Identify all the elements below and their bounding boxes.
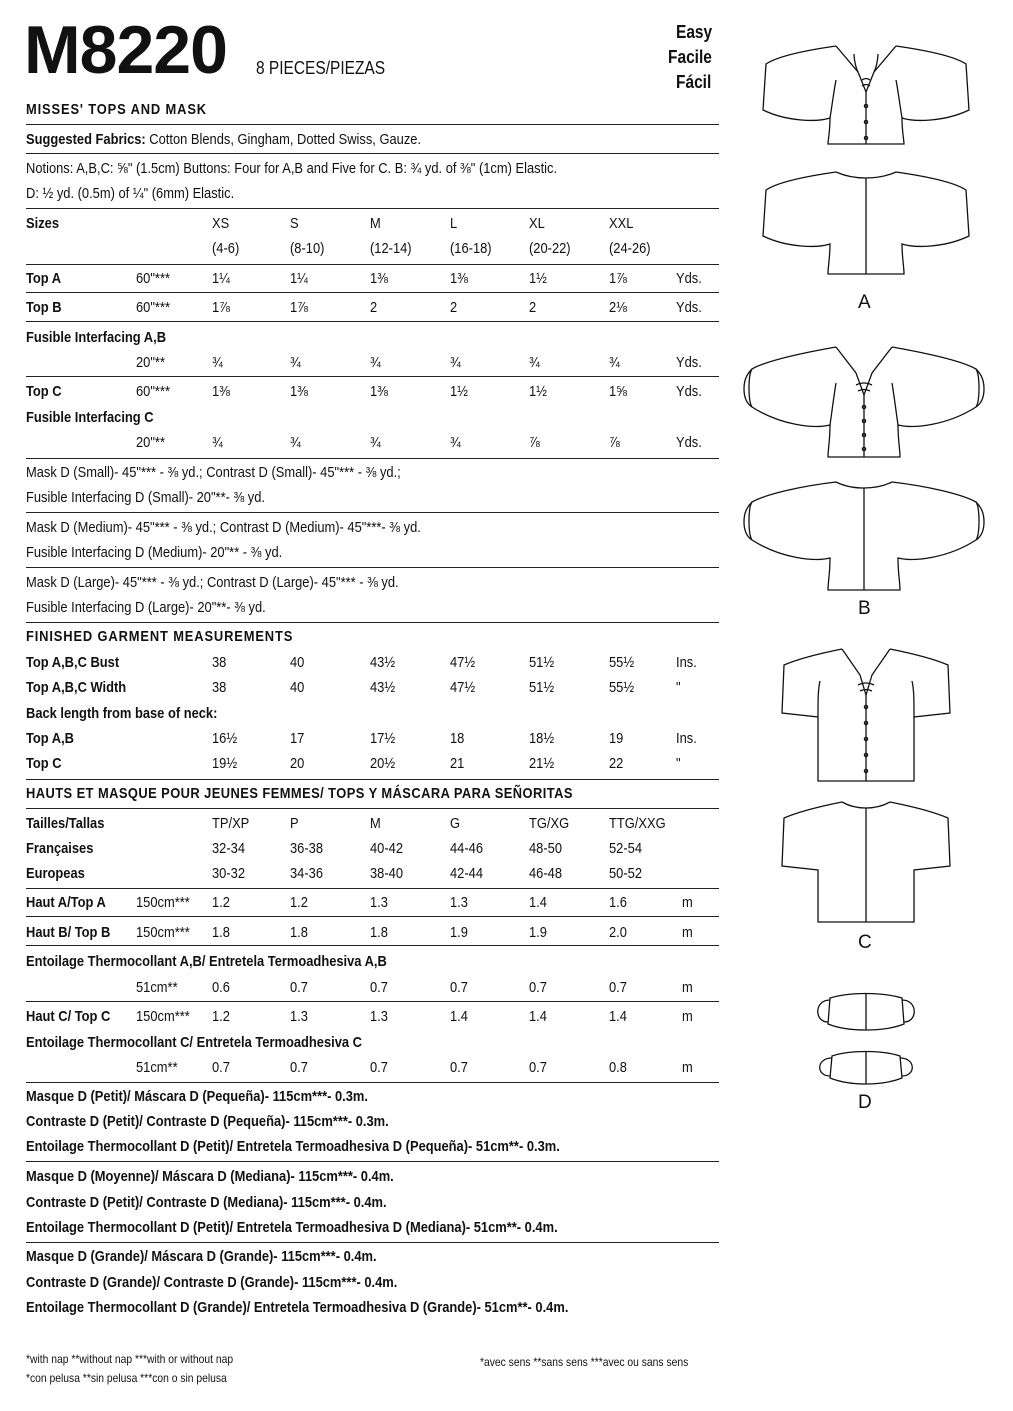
metric-value: 0.7 <box>450 1059 468 1076</box>
mask-yardage-line: Mask D (Medium)- 45"*** - ⅜ yd.; Contrast D (Medium)- 45"***- ⅜ yd. <box>26 519 421 536</box>
metric-row-label: Entoilage Thermocollant A,B/ Entretela Termoadhesiva A,B <box>26 953 387 970</box>
finished-value: 51½ <box>529 679 555 696</box>
fabric-width: 20"** <box>136 354 165 371</box>
metric-value: 1.2 <box>290 894 308 911</box>
yardage-value: ¾ <box>370 434 381 451</box>
divider <box>26 622 719 623</box>
metric-mask-line: Entoilage Thermocollant D (Petit)/ Entretela Termoadhesiva D (Mediana)- 51cm**- 0.4m. <box>26 1219 558 1236</box>
metric-value: 1.8 <box>212 924 230 941</box>
size-range: (12-14) <box>370 240 412 257</box>
yardage-value: ¾ <box>529 354 540 371</box>
finished-value: 18½ <box>529 730 555 747</box>
yardage-value: ¾ <box>212 354 223 371</box>
metric-value: 0.7 <box>370 1059 388 1076</box>
yardage-row-label: Fusible Interfacing A,B <box>26 329 167 346</box>
size-range: (24-26) <box>609 240 651 257</box>
divider <box>26 512 719 513</box>
yardage-value: ⅞ <box>609 434 620 451</box>
divider <box>26 292 719 293</box>
finished-value: 19 <box>609 730 624 747</box>
yardage-value: 1⅞ <box>290 299 308 316</box>
yardage-value: ¾ <box>609 354 620 371</box>
view-a-front-drawing <box>758 40 973 150</box>
metric-size-value: 40-42 <box>370 840 404 857</box>
divider <box>26 1161 719 1162</box>
fabric-width: 20"** <box>136 434 165 451</box>
metric-mask-line: Masque D (Grande)/ Máscara D (Grande)- 115cm***- 0.4m. <box>26 1248 377 1265</box>
divider <box>26 888 719 889</box>
metric-value: 1.3 <box>370 894 388 911</box>
metric-value: 0.7 <box>529 979 547 996</box>
size-range: (4-6) <box>212 240 240 257</box>
yardage-value: 1⅝ <box>609 383 627 400</box>
yardage-value: 1¼ <box>212 270 230 287</box>
yardage-value: 2⅛ <box>609 299 627 316</box>
view-label-b: B <box>858 598 871 619</box>
unit: m <box>682 1059 693 1076</box>
mask-yardage-line: Fusible Interfacing D (Large)- 20"**- ⅜ yd. <box>26 599 266 616</box>
metric-size-value: 32-34 <box>212 840 246 857</box>
footnote-english: *with nap **without nap ***with or without nap <box>26 1352 234 1366</box>
yardage-row-label: Top C <box>26 383 62 400</box>
yardage-value: 1½ <box>529 270 547 287</box>
fabrics-value: Cotton Blends, Gingham, Dotted Swiss, Gauze. <box>149 131 422 148</box>
divider <box>26 567 719 568</box>
view-label-a: A <box>858 292 871 313</box>
view-d-mask-back-drawing <box>810 1046 922 1090</box>
pieces-count: 8 PIECES/PIEZAS <box>256 58 386 78</box>
divider <box>26 264 719 265</box>
metric-value: 0.7 <box>529 1059 547 1076</box>
yardage-value: 1⅜ <box>370 383 388 400</box>
finished-value: 47½ <box>450 679 476 696</box>
divider <box>26 1242 719 1243</box>
metric-value: 1.3 <box>450 894 468 911</box>
metric-size-value: G <box>450 815 461 832</box>
unit: " <box>676 755 681 772</box>
divider <box>26 153 719 154</box>
divider <box>26 321 719 322</box>
metric-value: 0.8 <box>609 1059 627 1076</box>
metric-mask-line: Masque D (Moyenne)/ Máscara D (Mediana)- 115cm***- 0.4m. <box>26 1168 394 1185</box>
size-name: M <box>370 215 381 232</box>
yardage-value: 1⅞ <box>212 299 230 316</box>
size-name: L <box>450 215 458 232</box>
view-label-c: C <box>858 932 872 953</box>
unit: Yds. <box>676 354 702 371</box>
metric-value: 1.3 <box>370 1008 388 1025</box>
metric-size-value: 34-36 <box>290 865 324 882</box>
finished-row-label: Back length from base of neck: <box>26 705 218 722</box>
metric-row-label: Haut B/ Top B <box>26 924 111 941</box>
unit: Yds. <box>676 299 702 316</box>
metric-mask-line: Masque D (Petit)/ Máscara D (Pequeña)- 115cm***- 0.3m. <box>26 1088 368 1105</box>
metric-size-value: 42-44 <box>450 865 484 882</box>
notions-line-1: Notions: A,B,C: ⅝" (1.5cm) Buttons: Four for A,B and Five for C. B: ¾ yd. of ⅜" (1cm) Elastic. <box>26 160 558 177</box>
finished-value: 47½ <box>450 654 476 671</box>
metric-width: 150cm*** <box>136 894 190 911</box>
metric-value: 1.4 <box>609 1008 627 1025</box>
metric-size-value: 46-48 <box>529 865 563 882</box>
metric-size-value: 44-46 <box>450 840 484 857</box>
divider <box>26 458 719 459</box>
pattern-subtitle: MISSES' TOPS AND MASK <box>26 101 207 118</box>
finished-row-label: Top A,B,C Bust <box>26 654 120 671</box>
yardage-row-label: Top A <box>26 270 62 287</box>
finished-value: 21 <box>450 755 465 772</box>
unit: " <box>676 679 681 696</box>
view-label-d: D <box>858 1092 872 1113</box>
yardage-value: 2 <box>529 299 537 316</box>
finished-value: 43½ <box>370 654 396 671</box>
finished-value: 21½ <box>529 755 555 772</box>
metric-size-value: 30-32 <box>212 865 246 882</box>
yardage-value: ¾ <box>450 354 461 371</box>
metric-row-label: Entoilage Thermocollant C/ Entretela Termoadhesiva C <box>26 1034 362 1051</box>
difficulty-fr: Facile <box>668 47 712 67</box>
metric-mask-line: Contraste D (Petit)/ Contraste D (Pequeña)- 115cm***- 0.3m. <box>26 1113 389 1130</box>
metric-size-value: TG/XG <box>529 815 570 832</box>
metric-value: 0.7 <box>450 979 468 996</box>
metric-size-value: 38-40 <box>370 865 404 882</box>
metric-row-label: Haut C/ Top C <box>26 1008 111 1025</box>
metric-size-value: M <box>370 815 381 832</box>
yardage-value: 1⅜ <box>370 270 388 287</box>
size-name: XL <box>529 215 545 232</box>
unit: m <box>682 1008 693 1025</box>
divider <box>26 916 719 917</box>
size-name: XXL <box>609 215 634 232</box>
mask-yardage-line: Fusible Interfacing D (Small)- 20"**- ⅜ yd. <box>26 489 266 506</box>
yardage-value: ⅞ <box>529 434 540 451</box>
view-c-front-drawing <box>778 645 953 785</box>
metric-mask-line: Contraste D (Petit)/ Contraste D (Mediana)- 115cm***- 0.4m. <box>26 1194 387 1211</box>
yardage-value: ¾ <box>370 354 381 371</box>
sizes-label: Sizes <box>26 215 59 232</box>
yardage-value: ¾ <box>290 434 301 451</box>
finished-value: 20 <box>290 755 305 772</box>
finished-row-label: Top A,B <box>26 730 75 747</box>
difficulty-es: Fácil <box>676 72 712 92</box>
metric-value: 1.8 <box>290 924 308 941</box>
unit: m <box>682 924 693 941</box>
divider <box>26 808 719 809</box>
finished-value: 43½ <box>370 679 396 696</box>
metric-value: 0.7 <box>609 979 627 996</box>
metric-value: 1.4 <box>450 1008 468 1025</box>
size-name: S <box>290 215 299 232</box>
fabric-width: 60"*** <box>136 270 170 287</box>
yardage-value: ¾ <box>212 434 223 451</box>
metric-value: 2.0 <box>609 924 627 941</box>
fabric-width: 60"*** <box>136 383 170 400</box>
size-name: XS <box>212 215 230 232</box>
metric-width: 150cm*** <box>136 1008 190 1025</box>
metric-size-label: Tailles/Tallas <box>26 815 105 832</box>
metric-value: 1.6 <box>609 894 627 911</box>
metric-size-label: Europeas <box>26 865 85 882</box>
yardage-value: 1⅜ <box>212 383 230 400</box>
finished-value: 55½ <box>609 679 635 696</box>
unit: m <box>682 979 693 996</box>
metric-size-value: 52-54 <box>609 840 643 857</box>
yardage-value: 1⅜ <box>290 383 308 400</box>
metric-value: 1.4 <box>529 1008 547 1025</box>
yardage-value: 1⅞ <box>609 270 627 287</box>
metric-value: 0.7 <box>212 1059 230 1076</box>
metric-size-value: P <box>290 815 299 832</box>
finished-value: 22 <box>609 755 624 772</box>
metric-value: 1.3 <box>290 1008 308 1025</box>
notions-line-2: D: ½ yd. (0.5m) of ¼" (6mm) Elastic. <box>26 185 235 202</box>
yardage-value: ¾ <box>450 434 461 451</box>
size-range: (16-18) <box>450 240 492 257</box>
yardage-value: 1¼ <box>290 270 308 287</box>
metric-size-value: 48-50 <box>529 840 563 857</box>
metric-value: 1.9 <box>529 924 547 941</box>
metric-title: HAUTS ET MASQUE POUR JEUNES FEMMES/ TOPS Y MÁSCARA PARA SEÑORITAS <box>26 785 573 802</box>
metric-mask-line: Contraste D (Grande)/ Contraste D (Grande)- 115cm***- 0.4m. <box>26 1274 398 1291</box>
metric-value: 1.2 <box>212 1008 230 1025</box>
metric-value: 1.8 <box>370 924 388 941</box>
divider <box>26 376 719 377</box>
finished-value: 40 <box>290 654 305 671</box>
finished-value: 55½ <box>609 654 635 671</box>
suggested-fabrics <box>26 131 421 149</box>
yardage-row-label: Top B <box>26 299 62 316</box>
metric-value: 0.7 <box>370 979 388 996</box>
divider <box>26 779 719 780</box>
unit: Ins. <box>676 730 697 747</box>
yardage-value: 2 <box>450 299 458 316</box>
size-range: (20-22) <box>529 240 571 257</box>
yardage-value: 1½ <box>529 383 547 400</box>
difficulty-en: Easy <box>676 22 713 42</box>
metric-size-value: 50-52 <box>609 865 643 882</box>
yardage-value: ¾ <box>290 354 301 371</box>
unit: Yds. <box>676 434 702 451</box>
metric-value: 1.4 <box>529 894 547 911</box>
finished-value: 17½ <box>370 730 396 747</box>
metric-mask-line: Entoilage Thermocollant D (Grande)/ Entretela Termoadhesiva D (Grande)- 51cm**- 0.4m. <box>26 1299 569 1316</box>
metric-size-value: 36-38 <box>290 840 324 857</box>
metric-width: 51cm** <box>136 979 178 996</box>
pattern-number: M8220 <box>24 12 227 88</box>
metric-size-value: TTG/XXG <box>609 815 666 832</box>
view-d-mask-front-drawing <box>810 990 922 1034</box>
finished-value: 38 <box>212 679 227 696</box>
metric-value: 0.7 <box>290 979 308 996</box>
metric-value: 0.7 <box>290 1059 308 1076</box>
finished-value: 19½ <box>212 755 238 772</box>
metric-value: 0.6 <box>212 979 230 996</box>
finished-value: 16½ <box>212 730 238 747</box>
fabrics-label: Suggested Fabrics: <box>26 131 146 148</box>
finished-value: 20½ <box>370 755 396 772</box>
yardage-value: 1⅜ <box>450 270 468 287</box>
metric-mask-line: Entoilage Thermocollant D (Petit)/ Entretela Termoadhesiva D (Pequeña)- 51cm**- 0.3m. <box>26 1138 560 1155</box>
finished-row-label: Top C <box>26 755 62 772</box>
metric-width: 150cm*** <box>136 924 190 941</box>
finished-value: 38 <box>212 654 227 671</box>
yardage-value: 2 <box>370 299 378 316</box>
finished-row-label: Top A,B,C Width <box>26 679 127 696</box>
finished-value: 17 <box>290 730 305 747</box>
metric-size-value: TP/XP <box>212 815 250 832</box>
view-b-front-drawing <box>736 345 991 463</box>
finished-value: 51½ <box>529 654 555 671</box>
view-b-back-drawing <box>736 476 991 594</box>
metric-value: 1.9 <box>450 924 468 941</box>
divider <box>26 124 719 125</box>
footnote-spanish: *con pelusa **sin pelusa ***con o sin pelusa <box>26 1371 227 1385</box>
unit: m <box>682 894 693 911</box>
divider <box>26 945 719 946</box>
fabric-width: 60"*** <box>136 299 170 316</box>
yardage-row-label: Fusible Interfacing C <box>26 409 154 426</box>
metric-value: 1.2 <box>212 894 230 911</box>
metric-size-label: Françaises <box>26 840 94 857</box>
mask-yardage-line: Mask D (Large)- 45"*** - ⅜ yd.; Contrast D (Large)- 45"*** - ⅜ yd. <box>26 574 399 591</box>
divider <box>26 1001 719 1002</box>
mask-yardage-line: Mask D (Small)- 45"*** - ⅜ yd.; Contrast D (Small)- 45"*** - ⅜ yd.; <box>26 464 401 481</box>
size-range: (8-10) <box>290 240 325 257</box>
view-c-back-drawing <box>778 796 953 926</box>
finished-value: 18 <box>450 730 465 747</box>
unit: Yds. <box>676 383 702 400</box>
unit: Ins. <box>676 654 697 671</box>
finished-title: FINISHED GARMENT MEASUREMENTS <box>26 628 294 645</box>
divider <box>26 208 719 209</box>
finished-value: 40 <box>290 679 305 696</box>
metric-width: 51cm** <box>136 1059 178 1076</box>
divider <box>26 1082 719 1083</box>
unit: Yds. <box>676 270 702 287</box>
metric-row-label: Haut A/Top A <box>26 894 106 911</box>
mask-yardage-line: Fusible Interfacing D (Medium)- 20"** - ⅜ yd. <box>26 544 283 561</box>
view-a-back-drawing <box>758 166 973 278</box>
yardage-value: 1½ <box>450 383 468 400</box>
footnote-french: *avec sens **sans sens ***avec ou sans sens <box>480 1355 689 1369</box>
